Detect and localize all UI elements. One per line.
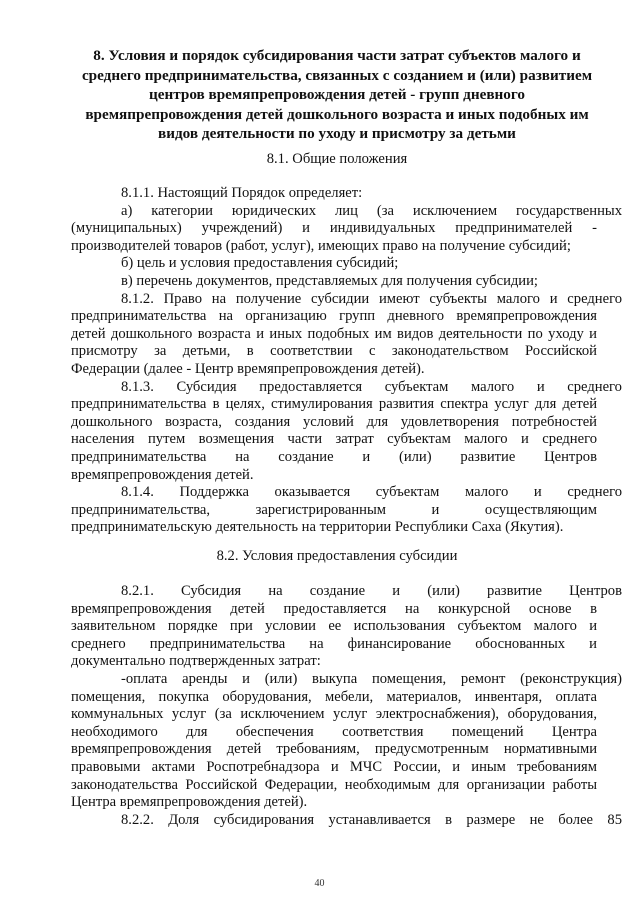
text-line: законодательства Российской Федерации, необходимым для организации работы [71, 776, 597, 793]
text-line: -оплата аренды и (или) выкупа помещения, ремонт (реконструкция) [121, 670, 622, 687]
text-line: детей дошкольного возраста и иных подобных им видов деятельности по уходу и [71, 325, 597, 342]
text-line: документально подтвержденных затрат: [71, 653, 321, 670]
text-line: дошкольного возраста, создания условий для удовлетворения потребностей [71, 413, 597, 430]
subsection-body-8-2 [71, 583, 622, 829]
text-line: населения путем возмещения части затрат субъектам малого и среднего [71, 431, 597, 448]
text-line: присмотру за детьми, в соответствии с законодательством Российской [71, 343, 597, 360]
text-line: б) цель и условия предоставления субсидий; [121, 255, 399, 272]
text-line: предпринимательства в целях, стимулирования развития спектра услуг для детей [71, 396, 597, 413]
text-line: Федерации (далее - Центр времяпрепровождения детей). [71, 360, 425, 377]
text-line: предпринимательства, зарегистрированным и осуществляющим [71, 501, 597, 518]
subsection-heading-8-2: 8.2. Условия предоставления субсидии [216, 548, 458, 564]
text-line: а) категории юридических лиц (за исключением государственных [121, 202, 622, 219]
text-line: предпринимательства на организацию групп дневного времяпрепровождения [71, 308, 597, 325]
text-line: Центра времяпрепровождения детей). [71, 794, 308, 811]
text-line: 8.1.1. Настоящий Порядок определяет: [121, 185, 363, 201]
text-line: времяпрепровождения детей требованиям, предусмотренным нормативными [71, 741, 597, 758]
text-line: 8.1.4. Поддержка оказывается субъектам малого и среднего [121, 484, 622, 501]
text-line: времяпрепровождения детей. [71, 466, 254, 483]
text-line: времяпрепровождения детей предоставляется на конкурсной основе в [71, 600, 597, 617]
subsection-body-8-1 [71, 185, 622, 537]
text-line: необходимого для обеспечения соответствия помещений Центра [71, 723, 597, 740]
text-line: помещения, покупка оборудования, мебели, материалов, инвентаря, оплата [71, 688, 597, 705]
text-line: в) перечень документов, представляемых для получения субсидии; [121, 272, 538, 289]
text-line: предпринимательства на создание и (или) развитие Центров [71, 448, 597, 465]
text-line: коммунальных услуг (за исключением услуг электроснабжения), оборудования, [71, 706, 597, 723]
text-line: заявительном порядке при условии ее использования субъектом малого и [71, 618, 597, 635]
text-line: 8.2.1. Субсидия на создание и (или) развитие Центров [121, 583, 622, 599]
text-line: среднего предпринимательства на финансирование обоснованных и [71, 635, 597, 652]
page-number: 40 [314, 878, 325, 889]
section-title: 8. Условия и порядок субсидирования части затрат субъектов малого и среднего предпринимательства, связанных с созданием и (или) развитием центров времяпрепровождения детей - групп дневного времяпрепровождения детей дошкольного возраста и иных подобных им видов деятельности по уходу и присмотру за детьми [81, 47, 593, 143]
text-line: производителей товаров (работ, услуг), имеющих право на получение субсидий; [71, 237, 571, 254]
text-line: предпринимательскую деятельность на территории Республики Саха (Якутия). [71, 519, 564, 536]
text-line: 8.1.2. Право на получение субсидии имеют субъекты малого и среднего [121, 290, 622, 307]
text-line: (муниципальных) учреждений) и индивидуальных предпринимателей - [71, 220, 597, 237]
text-line: 8.1.3. Субсидия предоставляется субъектам малого и среднего [121, 378, 622, 395]
text-line: 8.2.2. Доля субсидирования устанавливается в размере не более 85 [121, 811, 622, 828]
subsection-heading-8-1: 8.1. Общие положения [266, 151, 408, 167]
text-line: правовыми актами Роспотребнадзора и МЧС России, и иным требованиям [71, 758, 597, 775]
